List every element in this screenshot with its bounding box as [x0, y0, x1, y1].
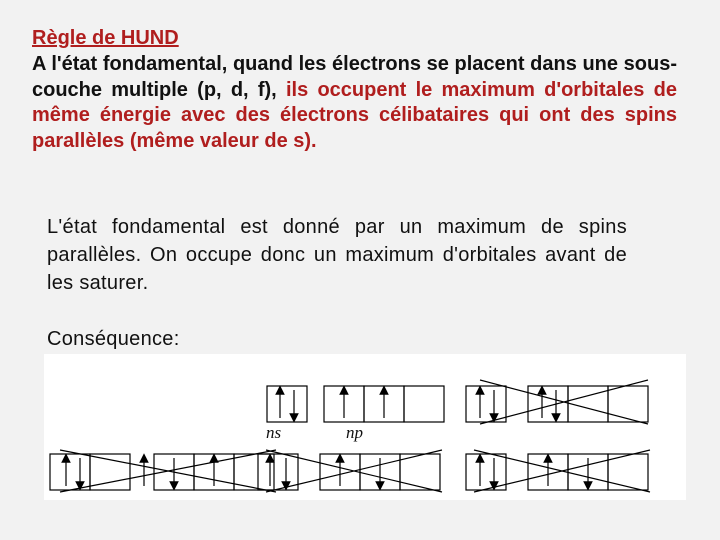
orbital-box: [50, 454, 90, 490]
orbital-diagram-svg: [44, 354, 686, 500]
orbital-box: [400, 454, 440, 490]
orbital-box: [608, 386, 648, 422]
consequence-label: Conséquence:: [47, 328, 180, 350]
ns-label: ns: [266, 423, 282, 442]
orbital-box: [258, 454, 298, 490]
ground-state-explanation: L'état fondamental est donné par un maximum de spins parallèles. On occupe donc un maximum d'orbitales avant de les saturer.: [47, 216, 627, 294]
np-orbital-box-3: [404, 386, 444, 422]
hund-rule-text-part1: A l'état fondamental, quand les électrons se placent dans une sous-couche multiple (p, d, f),: [32, 53, 677, 101]
hund-rule-text: [32, 52, 677, 154]
ns-orbital-box: [267, 386, 307, 422]
hund-rule-text-highlight: ils occupent le maximum d'orbitales de même énergie avec des électrons célibataires qui ont des spins parallèles (même valeur de s).: [32, 78, 678, 152]
page-title: Règle de HUND: [32, 27, 179, 49]
orbital-box: [466, 454, 506, 490]
orbital-box: [608, 454, 648, 490]
orbital-box-diagram: [44, 354, 686, 500]
orbital-box: [528, 386, 568, 422]
np-label: np: [346, 423, 363, 442]
orbital-box: [466, 386, 506, 422]
